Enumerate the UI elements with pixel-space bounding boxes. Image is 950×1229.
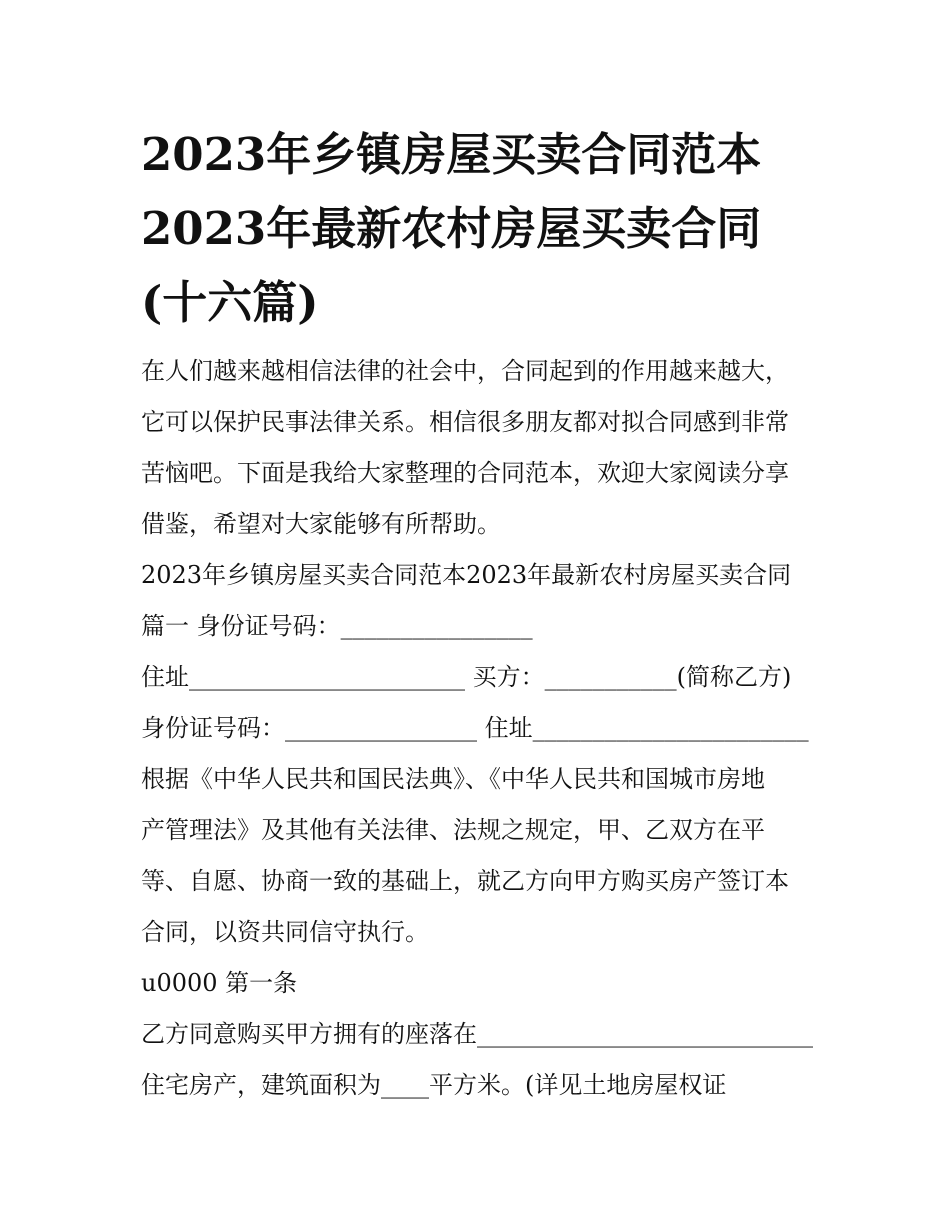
intro-line: 苦恼吧。下面是我给大家整理的合同范本，欢迎大家阅读分享 (141, 459, 789, 487)
seller-id-line: 篇一 身份证号码：________________ (141, 612, 533, 640)
article-one-heading: u0000 第一条 (141, 969, 298, 997)
title-line-1: 2023年乡镇房屋买卖合同范本 (141, 128, 762, 181)
legal-basis-line: 合同，以资共同信守执行。 (141, 918, 429, 946)
article-one-text: 乙方同意购买甲方拥有的座落在____________________________ (141, 1020, 813, 1048)
title-line-2: 2023年最新农村房屋买卖合同 (141, 202, 762, 255)
legal-basis-line: 产管理法》及其他有关法律、法规之规定，甲、乙双方在平 (141, 816, 765, 844)
document-title (141, 118, 821, 340)
document-page (141, 118, 821, 1111)
intro-line: 借鉴，希望对大家能够有所帮助。 (141, 510, 501, 538)
contract-body (141, 550, 821, 1111)
article-one-text: 住宅房产，建筑面积为____平方米。(详见土地房屋权证 (141, 1071, 727, 1099)
title-line-3: (十六篇) (141, 276, 319, 329)
buyer-id-address-line: 身份证号码：________________ 住址_______________________ (141, 714, 809, 742)
seller-address-buyer-line: 住址_______________________ 买方：___________(简称乙方) (141, 663, 792, 691)
legal-basis-line: 等、自愿、协商一致的基础上，就乙方向甲方购买房产签订本 (141, 867, 789, 895)
intro-line: 它可以保护民事法律关系。相信很多朋友都对拟合同感到非常 (141, 408, 789, 436)
section-heading: 2023年乡镇房屋买卖合同范本2023年最新农村房屋买卖合同 (141, 561, 792, 589)
intro-paragraph (141, 346, 821, 550)
legal-basis-line: 根据《中华人民共和国民法典》、《中华人民共和国城市房地 (141, 765, 765, 793)
intro-line: 在人们越来越相信法律的社会中，合同起到的作用越来越大， (141, 357, 789, 385)
